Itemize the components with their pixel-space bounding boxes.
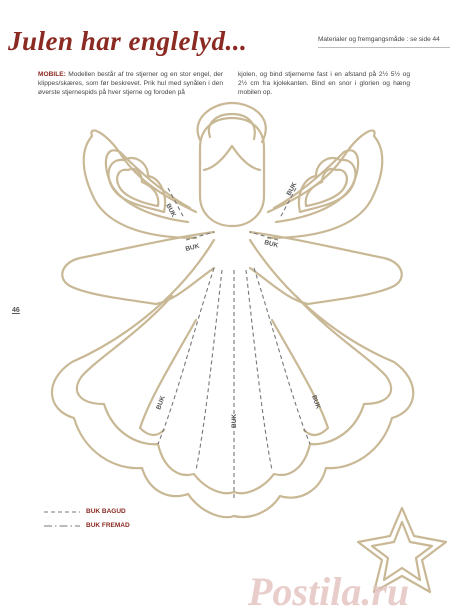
material-reference: Materialer og fremgangsmåde : se side 44: [318, 36, 440, 43]
fold-label-dress-center: BUK: [231, 413, 238, 428]
instructions-column-2: kjolen, og bind stjernerne fast i en afstand på 2½ 5½ og 2½ cm fra kjolekanten. Bind en snor i glorien og hæng mobilen op.: [238, 71, 410, 96]
fold-line-dress-5: [254, 268, 310, 444]
fold-line-dress-2: [196, 270, 222, 470]
page-title: Julen har englelyd...: [8, 26, 248, 56]
legend-back-fold: BUK BAGUD: [86, 508, 126, 515]
watermark-logo: Postila.ru: [248, 569, 410, 614]
instructions-text-1: Modellen består af tre stjerner og en stor engel, der klippes/skæres, som før beskrevet. Prik hul med synålen i den øverste stjernespids på hver stjerne og foroden på: [38, 71, 223, 96]
left-wing-outline: [84, 130, 196, 238]
fold-label-dress-right: BUK: [310, 394, 322, 410]
page-number: 46: [12, 307, 20, 314]
dress-outline: [52, 240, 413, 517]
instructions-lead: MOBILE:: [38, 71, 66, 78]
fold-label-upper-left: BUK: [164, 202, 178, 219]
fold-label-arm-left: BUK: [184, 242, 201, 253]
right-heart-inner: [306, 169, 347, 206]
fold-label-arm-right: BUK: [263, 239, 279, 250]
legend-front-fold: BUK FREMAD: [86, 522, 130, 529]
arms-outline: [62, 232, 214, 304]
fold-label-dress-left: BUK: [155, 395, 167, 411]
fold-line-dress-1: [158, 268, 214, 444]
right-wing-outline: [268, 130, 382, 238]
fold-label-upper-right: BUK: [285, 181, 299, 197]
hair-line: [204, 146, 260, 170]
fold-line-dress-4: [246, 270, 272, 470]
